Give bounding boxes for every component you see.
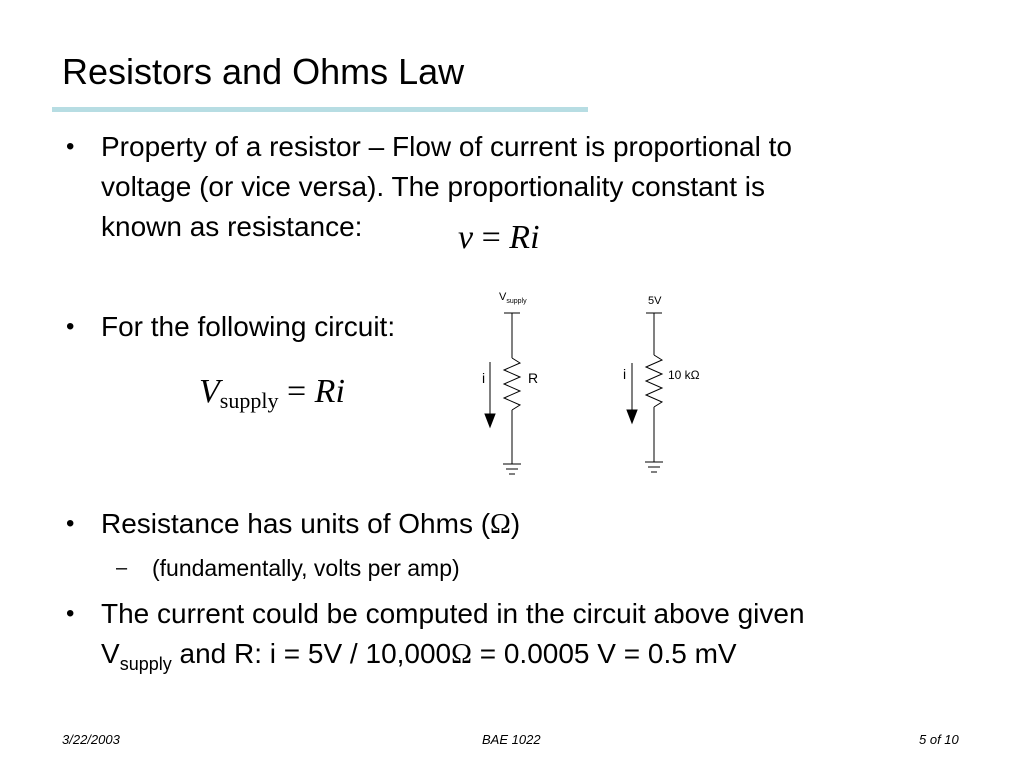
eq-voltage-symbol: V xyxy=(199,373,220,410)
v-symbol: V xyxy=(101,638,120,669)
eq-resistance-symbol: R xyxy=(509,219,531,256)
source-v: V xyxy=(499,291,507,303)
right-resistor-label: 10 kΩ xyxy=(668,368,700,382)
eq-resistance-symbol: R xyxy=(314,373,336,410)
bullet-4-text-b: = 0.0005 V = 0.5 mV xyxy=(471,638,737,669)
bullet-2-text: For the following circuit: xyxy=(101,311,396,342)
bullet-marker: • xyxy=(66,600,75,627)
omega-symbol: Ω xyxy=(451,639,472,670)
source-subscript: supply xyxy=(506,298,527,305)
left-current-label: i xyxy=(482,370,486,386)
bullet-4-text-a: and R: i = 5V / 10,000 xyxy=(171,638,452,669)
bullet-3-text-start: Resistance has units of Ohms ( xyxy=(101,508,491,539)
omega-symbol: Ω xyxy=(490,509,511,540)
left-resistor-label: R xyxy=(528,370,539,386)
footer-date: 3/22/2003 xyxy=(62,732,120,747)
left-source-label xyxy=(499,291,527,305)
bullet-1-line-3: known as resistance: xyxy=(101,211,363,242)
current-arrowhead xyxy=(627,410,637,423)
eq-voltage-symbol: v xyxy=(458,219,474,256)
resistor-symbol xyxy=(646,355,662,407)
eq-equals: = xyxy=(278,373,315,410)
bullet-marker: • xyxy=(66,133,75,160)
circuit-left xyxy=(485,313,521,474)
bullet-4-line-2 xyxy=(101,634,737,675)
eq-current-symbol: i xyxy=(335,373,345,410)
bullet-4-line-1: The current could be computed in the circuit above given xyxy=(101,598,805,629)
bullet-1-line-1: Property of a resistor – Flow of current is proportional to xyxy=(101,131,792,162)
right-source-label: 5V xyxy=(648,295,662,307)
bullet-1-line-2: voltage (or vice versa). The proportionality constant is xyxy=(101,171,766,202)
bullet-3-text-end: ) xyxy=(510,508,521,539)
eq-equals: = xyxy=(473,219,510,256)
sub-bullet-text: (fundamentally, volts per amp) xyxy=(152,555,460,581)
circuit-right xyxy=(627,313,663,472)
bullet-3-text xyxy=(101,504,520,545)
eq-supply-subscript: supply xyxy=(219,388,279,413)
right-current-label: i xyxy=(623,366,627,382)
sub-bullet-marker: – xyxy=(116,557,128,579)
resistor-symbol xyxy=(504,358,520,410)
slide-title: Resistors and Ohms Law xyxy=(62,51,465,92)
current-arrowhead xyxy=(485,414,495,427)
eq-current-symbol: i xyxy=(530,219,540,256)
footer-page-number: 5 of 10 xyxy=(919,732,959,747)
bullet-marker: • xyxy=(66,313,75,340)
footer-course: BAE 1022 xyxy=(482,732,541,747)
supply-subscript: supply xyxy=(119,654,172,674)
bullet-marker: • xyxy=(66,510,75,537)
